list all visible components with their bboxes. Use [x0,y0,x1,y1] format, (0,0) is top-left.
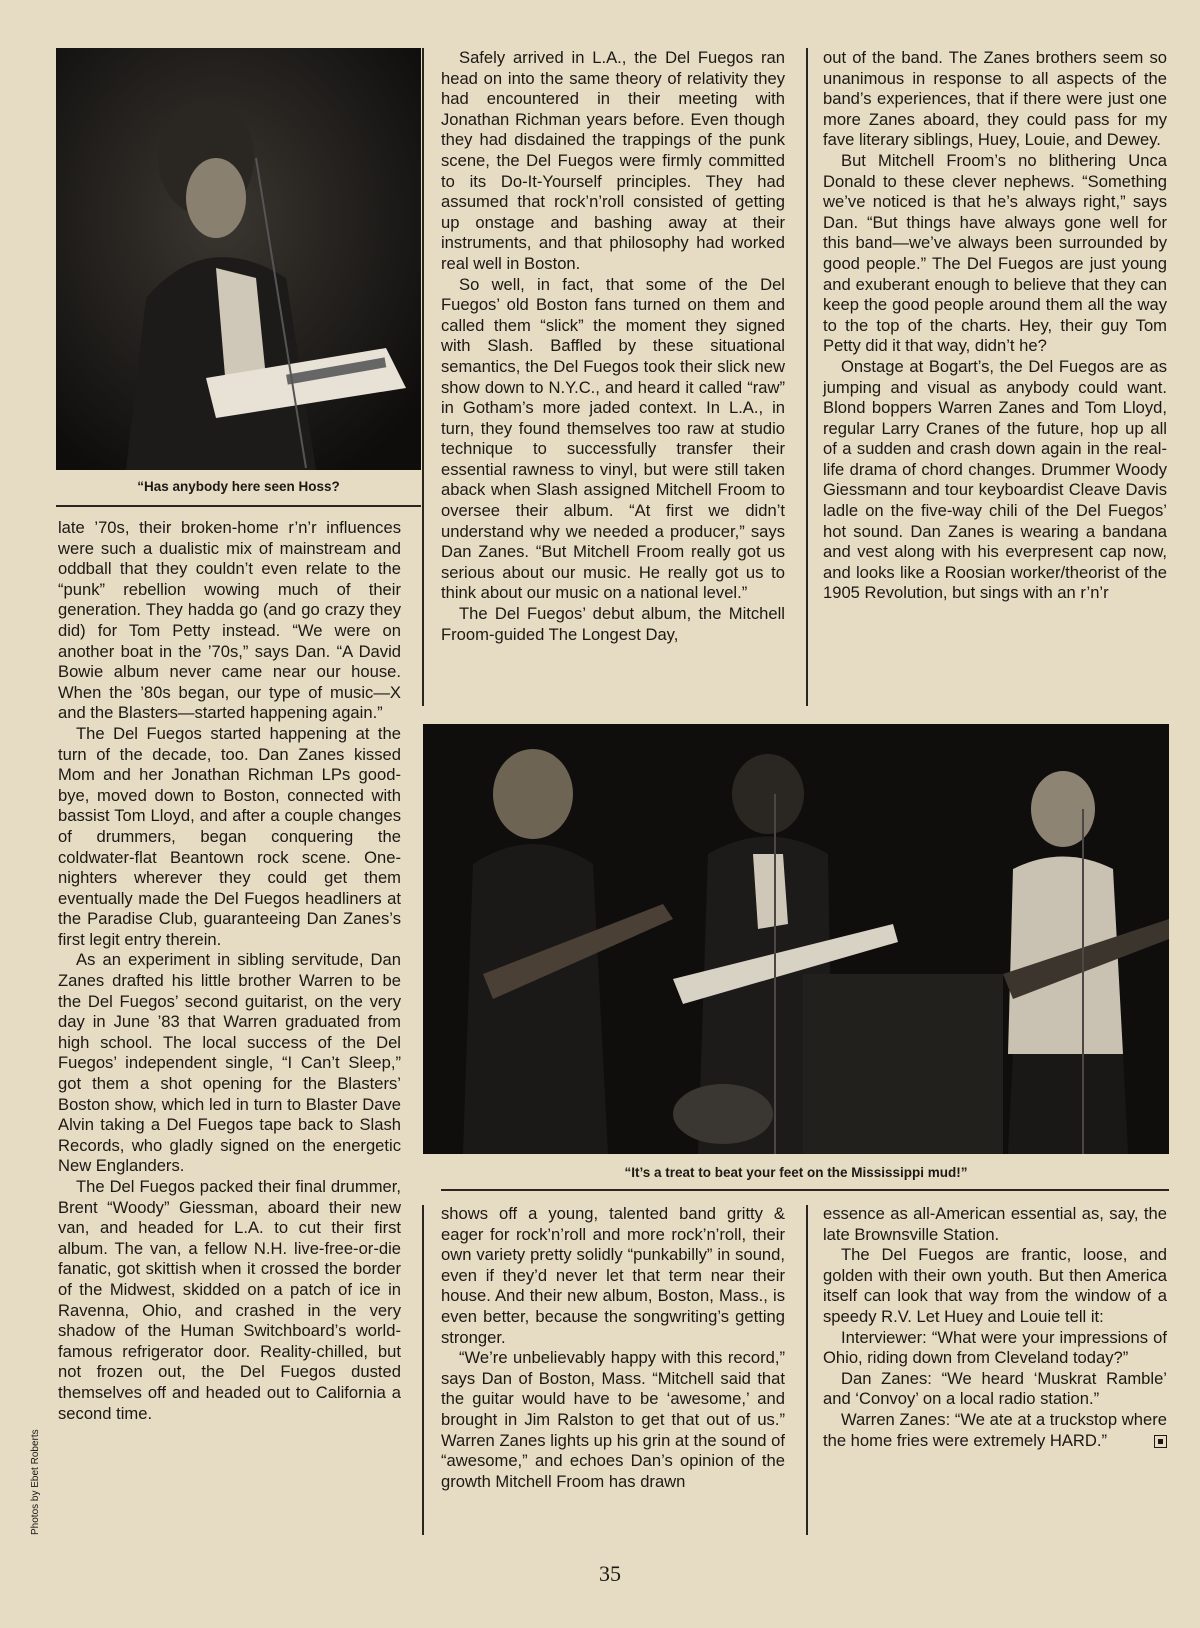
article-column-2 [441,48,785,645]
photo-singer-illustration [56,48,421,470]
paragraph: “We’re unbelievably happy with this record,” says Dan of Boston, Mass. “Mitchell said that the guitar would have to be ‘awesome,’ and brought in Jim Ralston to get that out of us.” Warren Zanes lights up his grin at the sound of “awesome,” and echoes Dan’s opinion of the growth Mitchell Froom has drawn [441,1348,785,1491]
paragraph [823,1410,1167,1451]
paragraph: So well, in fact, that some of the Del Fuegos’ old Boston fans turned on them and called them “slick” the moment they signed with Slash. Baffled by these situational semantics, the Del Fuegos took their slick new show down to N.Y.C., and heard it called “raw” in Gotham’s more jaded context. In L.A., in turn, they found themselves too raw at studio technique to successfully transfer their essential rawness to vinyl, but were still taken aback when Slash assigned Mitchell Froom to oversee their album. “At first we didn’t understand why we needed a producer,” says Dan Zanes. “But Mitchell Froom really got us serious about our music. He really got us to think about our music on a national level.” [441,274,785,603]
paragraph: late ’70s, their broken-home r’n’r influences were such a dualistic mix of mainstream and oddball that they couldn’t even relate to the “punk” rebellion wowing much of their generation. They hadda go (and go crazy they did) for Tom Petty instead. “We were on another boat in the ’70s,” says Dan. “A David Bowie album never came near our house. When the ’80s began, our type of music—X and the Blasters—started happening again.” [58,518,401,723]
paragraph-text: Warren Zanes: “We ate at a truckstop where the home fries were extremely HARD.” [823,1409,1167,1450]
paragraph: The Del Fuegos packed their final drummer, Brent “Woody” Giessman, aboard their new van, and headed for L.A. to cut their first album. The van, a fellow N.H. live-free-or-die fanatic, got skittish when it crossed the border of the Midwest, skidded on a patch of ice in Ravenna, Ohio, and crashed in the very shadow of the Human Switchboard’s world-famous refrigerator door. Reality-chilled, but not frozen out, the Del Fuegos dusted themselves off and headed out to California a second time. [58,1177,401,1423]
paragraph: Safely arrived in L.A., the Del Fuegos ran head on into the same theory of relativity they had encountered in their meeting with Jonathan Richman years before. Even though they had disdained the trappings of the punk scene, the Del Fuegos were firmly committed to its Do-It-Yourself principles. They had assumed that rock’n’roll consisted of getting up onstage and bashing away at their instruments, and that philosophy had worked real well in Boston. [441,48,785,273]
column-divider [422,1205,424,1535]
paragraph: shows off a young, talented band gritty & eager for rock’n’roll and more rock’n’roll, their own variety pretty solidly “punkabilly” in sound, even if they’d never let that term near their house. And their new album, Boston, Mass., is even better, because the songwriting’s getting stronger. [441,1204,785,1347]
caption-rule-2 [441,1189,1169,1191]
paragraph: As an experiment in sibling servitude, Dan Zanes drafted his little brother Warren to be the Del Fuegos’ second guitarist, on the very day in June ’83 that Warren graduated from high school. The local success of the Del Fuegos’ independent single, “I Can’t Sleep,” got them a shot opening for the Blasters’ Boston show, which led in turn to Blaster Dave Alvin taking a Del Fuegos tape back to Slash Records, who gladly signed on the energetic New Englanders. [58,950,401,1176]
caption-rule-1 [56,505,421,507]
column-divider [806,48,808,706]
paragraph: The Del Fuegos started happening at the turn of the decade, too. Dan Zanes kissed Mom and her Jonathan Richman LPs good-bye, moved down to Boston, connected with bassist Tom Lloyd, and after a couple changes of drummers, began conquering the coldwater-flat Beantown rock scene. One-nighters wherever they could get them eventually made the Del Fuegos headliners at the Paradise Club, guaranteeing Dan Zanes’s first legit entry therein. [58,723,401,949]
column-divider [806,1205,808,1535]
article-column-1 [58,518,401,1424]
column-divider [422,48,424,706]
article-column-2-bottom [441,1204,785,1492]
paragraph: essence as all-American essential as, say, the late Brownsville Station. [823,1204,1167,1244]
paragraph: Onstage at Bogart’s, the Del Fuegos are as jumping and visual as anybody could want. Blond boppers Warren Zanes and Tom Lloyd, regular Larry Cranes of the future, hop up all of a sudden and crash down again in the real-life drama of chord changes. Drummer Woody Giessmann and tour keyboardist Cleave Davis ladle on the five-way chili of the Del Fuegos’ hot sound. Dan Zanes is wearing a bandana and vest along with his everpresent cap now, and looks like a Roosian worker/theorist of the 1905 Revolution, but sings with an r’n’r [823,356,1167,603]
article-column-3 [823,48,1167,604]
photo-band-illustration [423,724,1169,1154]
photo-credit-text: Photos by Ebet Roberts [30,1429,41,1535]
photo-band-onstage [423,724,1169,1154]
paragraph: But Mitchell Froom’s no blithering Unca Donald to these clever nephews. “Something we’ve noticed is that he’s always right,” says Dan. “But things have always gone well for this band—we’ve always been surrounded by good people.” The Del Fuegos are just young and exuberant enough to believe that they can keep the good people around them all the way to the top of the charts. Hey, their guy Tom Petty did it that way, didn’t he? [823,150,1167,356]
photo-singer-guitarist [56,48,421,470]
paragraph: Dan Zanes: “We heard ‘Muskrat Ramble’ and ‘Convoy’ on a local radio station.” [823,1368,1167,1409]
page-number: 35 [599,1561,621,1586]
paragraph: Interviewer: “What were your impressions of Ohio, riding down from Cleveland today?” [823,1327,1167,1368]
end-of-article-icon [1154,1435,1167,1448]
paragraph: out of the band. The Zanes brothers seem so unanimous in response to all aspects of the band’s experiences, that if there were just one more Zanes aboard, they could pass for my fave literary siblings, Huey, Louie, and Dewey. [823,48,1167,150]
paragraph: The Del Fuegos are frantic, loose, and golden with their own youth. But then America itself can look that way from the window of a speedy R.V. Let Huey and Louie tell it: [823,1245,1167,1326]
article-column-3-bottom [823,1204,1167,1451]
photo2-caption: “It’s a treat to beat your feet on the Mississippi mud!” [624,1165,968,1180]
paragraph: The Del Fuegos’ debut album, the Mitchell Froom-guided The Longest Day, [441,604,785,644]
photo1-caption: “Has anybody here seen Hoss? [137,479,340,494]
